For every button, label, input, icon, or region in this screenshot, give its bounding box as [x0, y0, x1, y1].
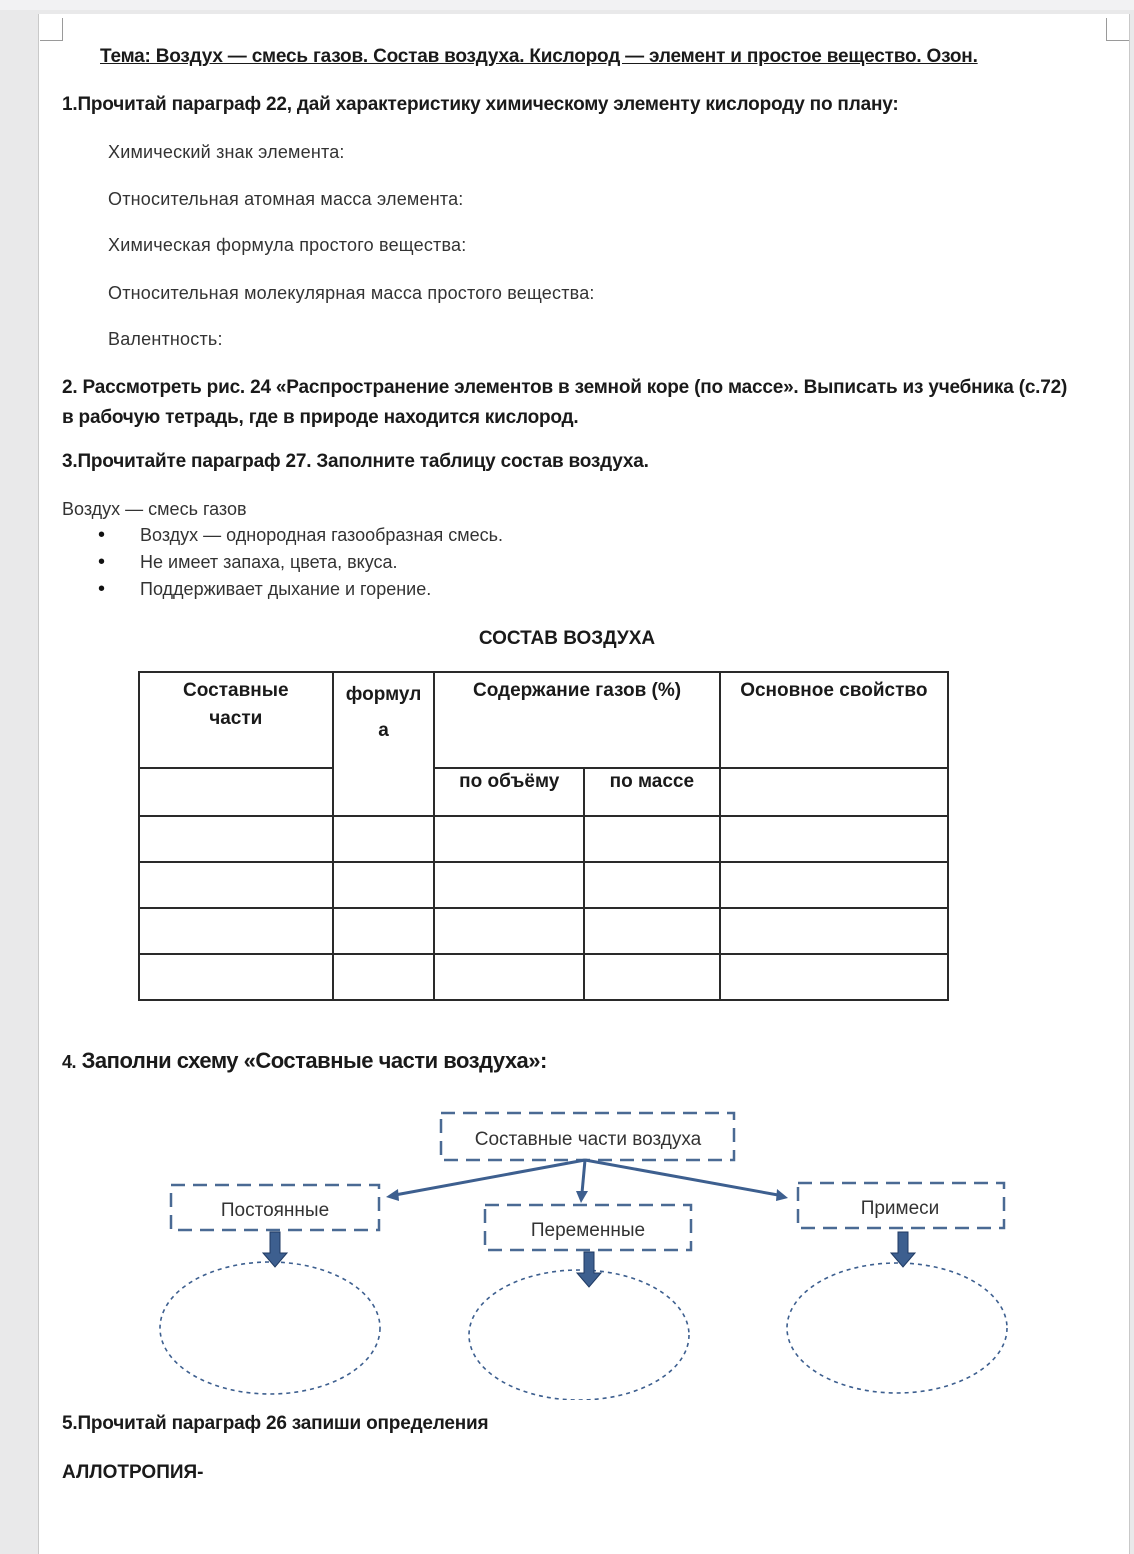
table-row [139, 908, 948, 954]
header-gas-content [434, 672, 719, 768]
table-cell[interactable] [584, 954, 720, 1000]
permanent-ellipse[interactable] [160, 1262, 380, 1394]
header-formula-label: формул а [345, 684, 422, 741]
table-cell[interactable] [584, 862, 720, 908]
subheader-by-mass: по массе [584, 768, 720, 816]
table-cell[interactable] [720, 816, 948, 862]
variable-label: Переменные [530, 1220, 646, 1241]
header-gas-content-label: Содержание газов (%) [472, 680, 682, 701]
table-cell[interactable] [720, 862, 948, 908]
table-cell[interactable] [139, 768, 333, 816]
table-cell[interactable] [720, 768, 948, 816]
viewer-top-strip [0, 0, 1134, 10]
q3-heading: 3.Прочитайте параграф 27. Заполните таблицу состав воздуха. [62, 451, 649, 472]
list-item: • Не имеет запаха, цвета, вкуса. [98, 549, 503, 576]
down-arrow-icon [577, 1252, 601, 1287]
impurities-label: Примеси [860, 1198, 940, 1219]
table-row [139, 862, 948, 908]
table-cell[interactable] [333, 908, 435, 954]
permanent-label: Постоянные [220, 1200, 330, 1221]
table-row [139, 816, 948, 862]
worksheet-title: Тема: Воздух — смесь газов. Состав воздуха. Кислород — элемент и простое вещество. Озон. [100, 46, 978, 67]
page-corner-mark-left [40, 18, 63, 41]
table-cell[interactable] [584, 908, 720, 954]
q1-heading: 1.Прочитай параграф 22, дай характеристику химическому элементу кислороду по плану: [62, 94, 899, 115]
root-label: Составные части воздуха [474, 1129, 702, 1150]
arrow-to-variable [582, 1160, 585, 1193]
table-cell[interactable] [584, 816, 720, 862]
allotropy-term: АЛЛОТРОПИЯ- [62, 1462, 204, 1483]
arrow-to-permanent [395, 1160, 585, 1195]
table-cell[interactable] [434, 816, 584, 862]
table-cell[interactable] [434, 954, 584, 1000]
impurities-ellipse[interactable] [787, 1263, 1007, 1393]
header-formula [333, 672, 435, 816]
table-cell[interactable] [139, 954, 333, 1000]
q4-number: 4. [62, 1052, 77, 1072]
arrow-head-icon [776, 1189, 788, 1201]
table-cell[interactable] [720, 954, 948, 1000]
q1-item: Относительная атомная масса элемента: [108, 189, 464, 209]
q2-text: 2. Рассмотреть рис. 24 «Распространение элементов в земной коре (по массе». Выписать из учебника (с.72) в рабочую тетрадь, где в природе находится кислород. [62, 377, 1068, 428]
arrow-head-icon [386, 1189, 399, 1201]
q1-item: Химический знак элемента: [108, 142, 345, 162]
header-property-label: Основное свойство [740, 680, 928, 701]
air-composition-table [138, 671, 949, 1001]
air-facts-lead: Воздух — смесь газов [62, 499, 247, 519]
subheader-by-volume: по объёму [434, 768, 584, 816]
arrow-head-icon [576, 1191, 588, 1203]
list-item: • Воздух — однородная газообразная смесь. [98, 522, 503, 549]
q5-heading: 5.Прочитай параграф 26 запиши определения [62, 1413, 489, 1434]
q4-heading [62, 1048, 547, 1074]
table-cell[interactable] [333, 862, 435, 908]
page-corner-mark-right [1106, 18, 1129, 41]
header-components-label: Составные части [183, 680, 289, 729]
arrow-to-impurities [585, 1160, 778, 1195]
q1-item: Относительная молекулярная масса простого вещества: [108, 283, 595, 303]
table-cell[interactable] [720, 908, 948, 954]
table-cell[interactable] [434, 862, 584, 908]
table-cell[interactable] [434, 908, 584, 954]
list-item: • Поддерживает дыхание и горение. [98, 576, 503, 603]
q1-item: Химическая формула простого вещества: [108, 235, 467, 255]
table-caption: СОСТАВ ВОЗДУХА [478, 628, 656, 649]
table-cell[interactable] [139, 816, 333, 862]
down-arrow-icon [891, 1232, 915, 1267]
q1-item: Валентность: [108, 329, 223, 349]
variable-ellipse[interactable] [469, 1270, 689, 1400]
air-components-scheme [150, 1105, 1020, 1400]
air-facts-list [62, 496, 503, 603]
table-cell[interactable] [333, 816, 435, 862]
header-property [720, 672, 948, 768]
table-cell[interactable] [333, 954, 435, 1000]
q4-heading-text: Заполни схему «Составные части воздуха»: [81, 1048, 547, 1073]
table-cell[interactable] [139, 908, 333, 954]
header-components [139, 672, 333, 768]
table-row [139, 954, 948, 1000]
table-cell[interactable] [139, 862, 333, 908]
